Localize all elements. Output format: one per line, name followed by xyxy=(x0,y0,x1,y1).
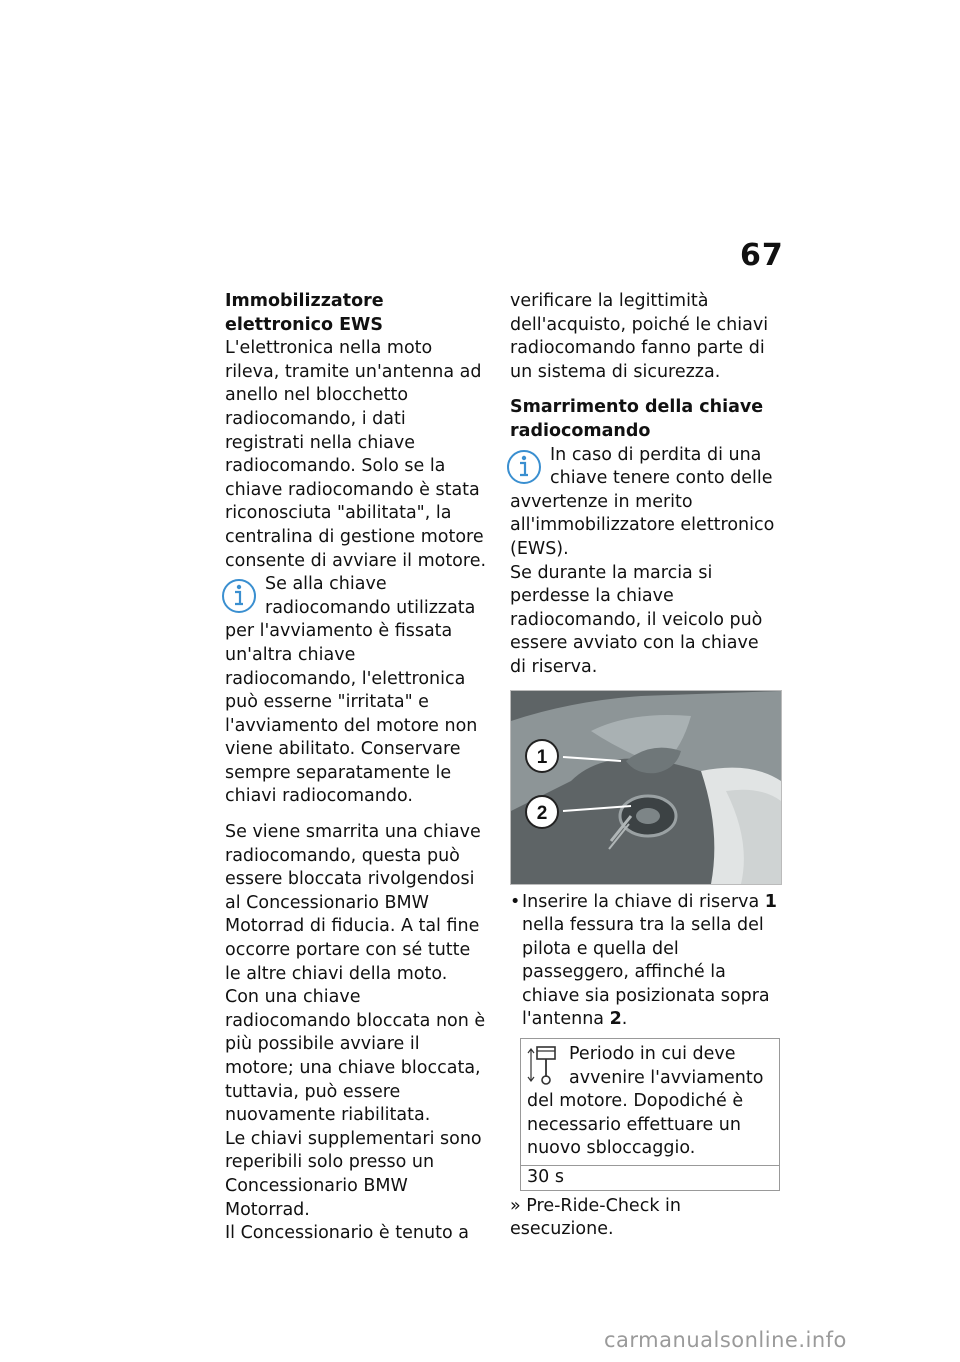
info-note-ews xyxy=(225,573,490,809)
figure-label-1: 1 xyxy=(536,746,548,768)
left-column xyxy=(225,290,490,1246)
instruction-part-b: nella fessura tra la sella del pilota e quella del passeggero, affinché la chiave sia posizionata sopra l'antenna xyxy=(522,915,770,1030)
right-column xyxy=(510,290,780,1242)
section-heading-lost-key: Smarrimento della chiave radiocomando xyxy=(510,397,764,441)
dealer-paragraph: Il Concessionario è tenuto a xyxy=(225,1223,469,1244)
spec-table xyxy=(520,1038,780,1191)
blocked-key-paragraph: Con una chiave radiocomando bloccata non è più possibile avviare il motore; una chiave bloccata, tuttavia, può essere nuovamente riabilitata. xyxy=(225,987,486,1126)
info-icon xyxy=(219,573,259,619)
watermark: carmanualsonline.info xyxy=(604,1328,847,1352)
page-number: 67 xyxy=(740,238,784,273)
info-icon xyxy=(504,444,544,490)
lost-key-paragraph: Se viene smarrita una chiave radiocomando, questa può essere bloccata rivolgendosi al Concessionario BMW Motorrad di fiducia. A tal fine occorre portare con sé tutte le altre chiavi della moto. xyxy=(225,822,481,984)
section-heading-ews: Immobilizzatore elettronico EWS xyxy=(225,291,384,335)
instruction-part-c: . xyxy=(621,1009,628,1030)
verify-paragraph: verificare la legittimità dell'acquisto, poiché le chiavi radiocomando fanno parte di un sistema di sicurezza. xyxy=(510,291,769,382)
info-note-lost-key xyxy=(510,444,780,562)
spec-label-cell xyxy=(521,1039,779,1166)
figure-callout-1 xyxy=(526,740,558,772)
figure-label-2: 2 xyxy=(536,802,548,824)
instruction-ref-2: 2 xyxy=(609,1009,622,1030)
instruction-step xyxy=(510,891,780,1033)
bullet-marker: • xyxy=(510,891,521,912)
spec-value: 30 s xyxy=(527,1167,564,1188)
info-note-text: Se alla chiave radiocomando utilizzata per l'avviamento è fissata un'altra chiave radiocomando, l'elettronica può esserne "irritata" e l'avviamento del motore non viene abilitato. Conservare sempre separatamente le chiavi radiocomando. xyxy=(225,574,478,807)
instruction-text xyxy=(522,891,780,1033)
spare-key-paragraph: Se durante la marcia si perdesse la chiave radiocomando, il veicolo può essere avviato con la chiave di riserva. xyxy=(510,562,763,677)
figure-callout-2 xyxy=(526,796,558,828)
extra-keys-paragraph: Le chiavi supplementari sono reperibili solo presso un Concessionario BMW Motorrad. xyxy=(225,1128,482,1220)
engine-piston-icon xyxy=(525,1043,565,1087)
instruction-ref-1: 1 xyxy=(764,891,777,912)
ews-intro-paragraph: L'elettronica nella moto rileva, tramite un'antenna ad anello nel blocchetto radiocomando, i dati registrati nella chiave radiocomando. Solo se la chiave radiocomando è stata riconosciuta "abilitata", la centralina di gestione motore consente di avviare il motore. xyxy=(225,338,487,571)
seat-antenna-photo xyxy=(510,690,782,885)
step-result: » Pre-Ride-Check in esecuzione. xyxy=(510,1195,681,1240)
info-note-text: In caso di perdita di una chiave tenere conto delle avvertenze in merito all'immobilizzatore elettronico (EWS). xyxy=(510,444,775,559)
instruction-part-a: Inserire la chiave di riserva xyxy=(522,891,765,912)
spec-label-text: Periodo in cui deve avvenire l'avviamento del motore. Dopodiché è necessario effettuare un nuovo sbloccaggio. xyxy=(527,1044,764,1159)
